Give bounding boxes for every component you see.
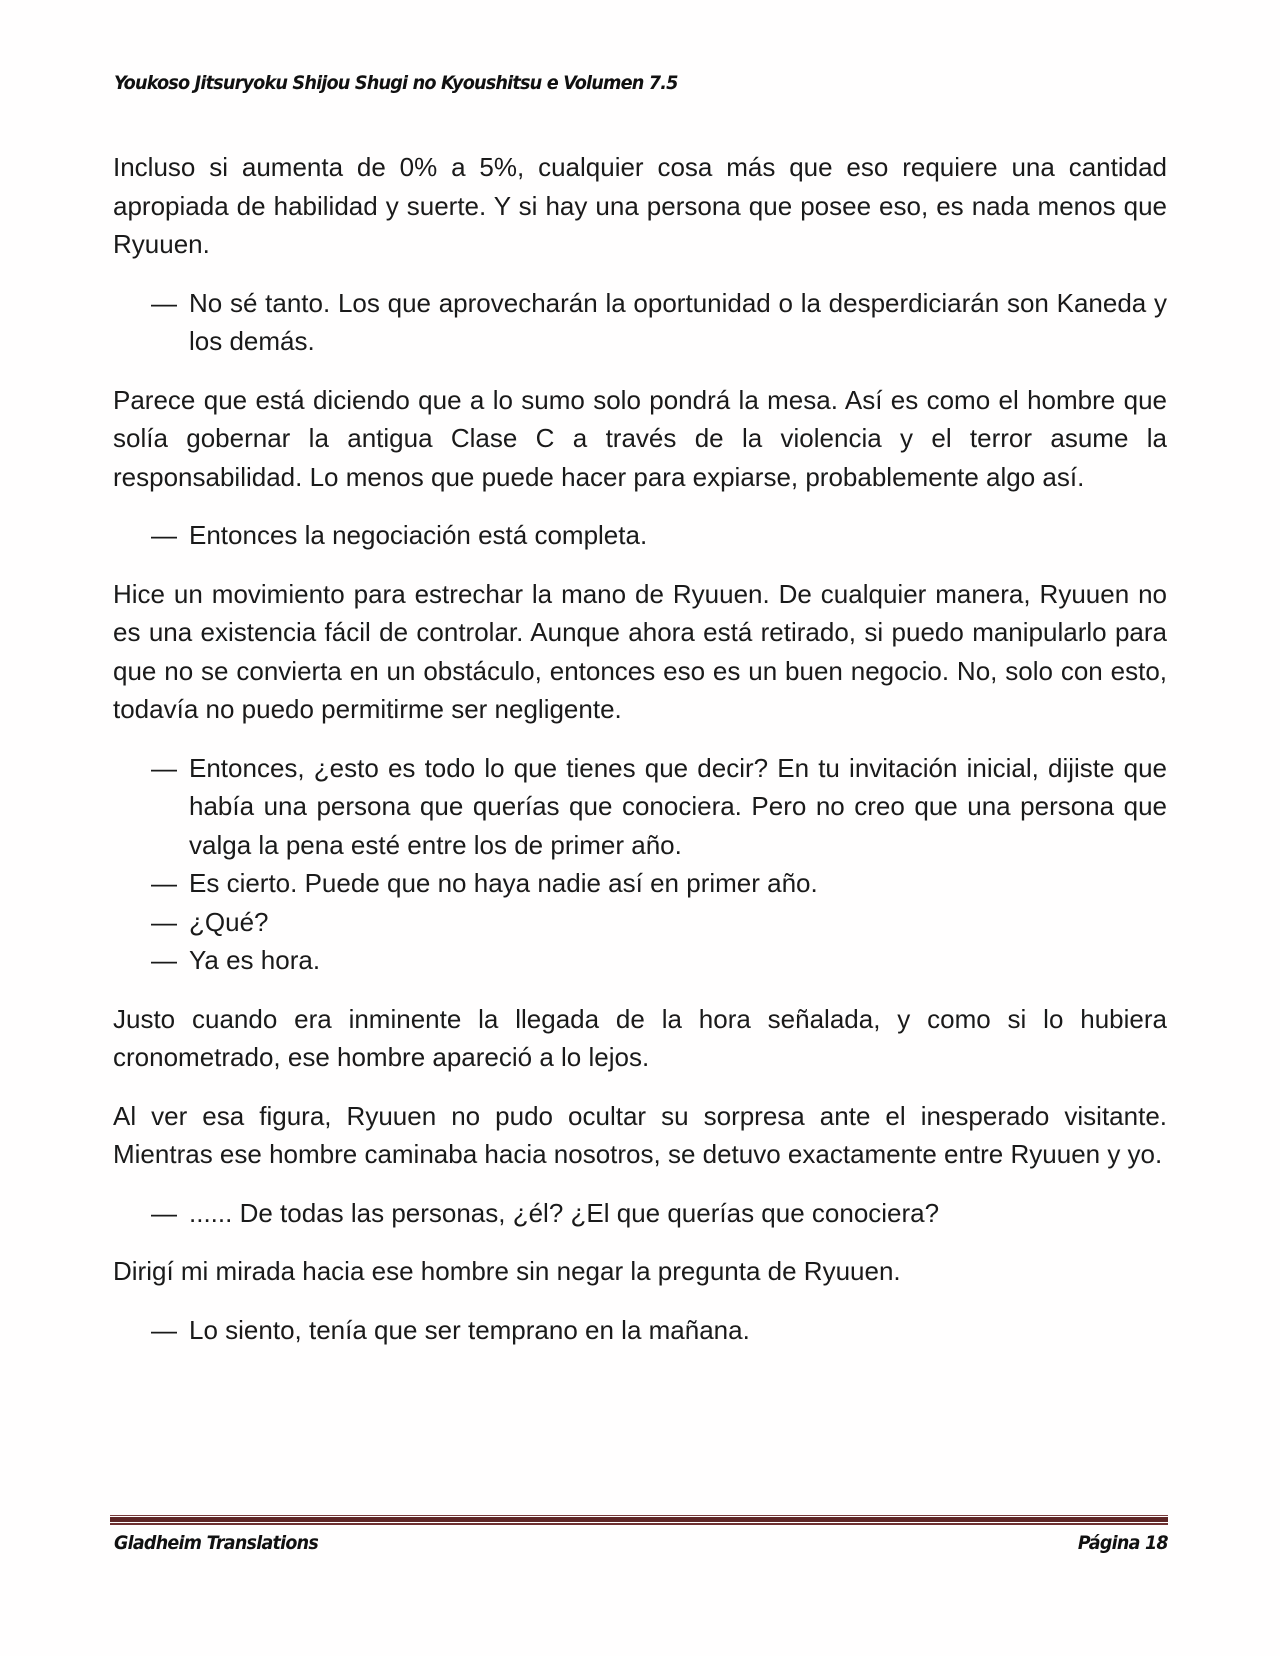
dialogue-line bbox=[113, 941, 1167, 980]
paragraph: Incluso si aumenta de 0% a 5%, cualquier cosa más que eso requiere una cantidad apropiada de habilidad y suerte. Y si hay una persona que posee eso, es nada menos que Ryuuen. bbox=[113, 152, 1167, 259]
paragraph: Al ver esa figura, Ryuuen no pudo ocultar su sorpresa ante el inesperado visitante. Mientras ese hombre caminaba hacia nosotros, se detuvo exactamente entre Ryuuen y yo. bbox=[113, 1100, 1167, 1169]
dialogue-text: ...... De todas las personas, ¿él? ¿El que querías que conociera? bbox=[189, 1197, 940, 1228]
dialogue-line bbox=[113, 903, 1167, 942]
dialogue-text: Entonces, ¿esto es todo lo que tienes que decir? En tu invitación inicial, dijiste que había una persona que querías que conociera. Pero no creo que una persona que valga la pena esté entre los de primer año. bbox=[189, 752, 1167, 860]
paragraph: Justo cuando era inminente la llegada de la hora señalada, y como si lo hubiera cronometrado, ese hombre apareció a lo lejos. bbox=[113, 1003, 1167, 1072]
running-header-title: Youkoso Jitsuryoku Shijou Shugi no Kyoushitsu e Volumen 7.5 bbox=[114, 72, 678, 94]
paragraph: Parece que está diciendo que a lo sumo solo pondrá la mesa. Así es como el hombre que solía gobernar la antigua Clase C a través de la violencia y el terror asume la responsabilidad. Lo menos que puede hacer para expiarse, probablemente algo así. bbox=[113, 384, 1167, 492]
em-dash: — bbox=[151, 1314, 177, 1345]
footer-divider-thick bbox=[110, 1517, 1168, 1522]
paragraph: Dirigí mi mirada hacia ese hombre sin negar la pregunta de Ryuuen. bbox=[113, 1256, 901, 1286]
dialogue-group bbox=[113, 284, 1167, 361]
footer-publisher: Gladheim Translations bbox=[114, 1532, 319, 1554]
body-text bbox=[113, 148, 1167, 1369]
dialogue-group bbox=[113, 1194, 1167, 1233]
dialogue-group bbox=[113, 749, 1167, 980]
em-dash: — bbox=[151, 520, 177, 550]
dialogue-text: Lo siento, tenía que ser temprano en la mañana. bbox=[189, 1314, 750, 1345]
dialogue-line bbox=[113, 749, 1167, 865]
em-dash: — bbox=[151, 752, 177, 783]
dialogue-text: Entonces la negociación está completa. bbox=[189, 520, 648, 550]
dialogue-line bbox=[113, 1311, 1167, 1350]
dialogue-group bbox=[113, 1311, 1167, 1350]
dialogue-text: Ya es hora. bbox=[189, 945, 321, 975]
footer-divider bbox=[110, 1515, 1168, 1525]
paragraph: Hice un movimiento para estrechar la mano de Ryuuen. De cualquier manera, Ryuuen no es una existencia fácil de controlar. Aunque ahora está retirado, si puedo manipularlo para que no se convierta en un obstáculo, entonces eso es un buen negocio. No, solo con esto, todavía no puedo permitirme ser negligente. bbox=[113, 578, 1167, 724]
em-dash: — bbox=[151, 1197, 177, 1228]
dialogue-group bbox=[113, 516, 1167, 555]
dialogue-line bbox=[113, 516, 1167, 555]
dialogue-line bbox=[113, 284, 1167, 361]
em-dash: — bbox=[151, 868, 177, 898]
footer-page-number: Página 18 bbox=[1077, 1532, 1168, 1554]
em-dash: — bbox=[151, 945, 177, 975]
dialogue-text: ¿Qué? bbox=[189, 906, 269, 937]
dialogue-line bbox=[113, 864, 1167, 903]
dialogue-text: No sé tanto. Los que aprovecharán la oportunidad o la desperdiciarán son Kaneda y los demás. bbox=[189, 287, 1167, 356]
footer-divider-thin-top bbox=[110, 1515, 1168, 1516]
em-dash: — bbox=[151, 906, 177, 937]
dialogue-line bbox=[113, 1194, 1167, 1233]
footer-divider-thin-bottom bbox=[110, 1523, 1168, 1525]
dialogue-text: Es cierto. Puede que no haya nadie así en primer año. bbox=[189, 868, 818, 898]
em-dash: — bbox=[151, 287, 177, 318]
